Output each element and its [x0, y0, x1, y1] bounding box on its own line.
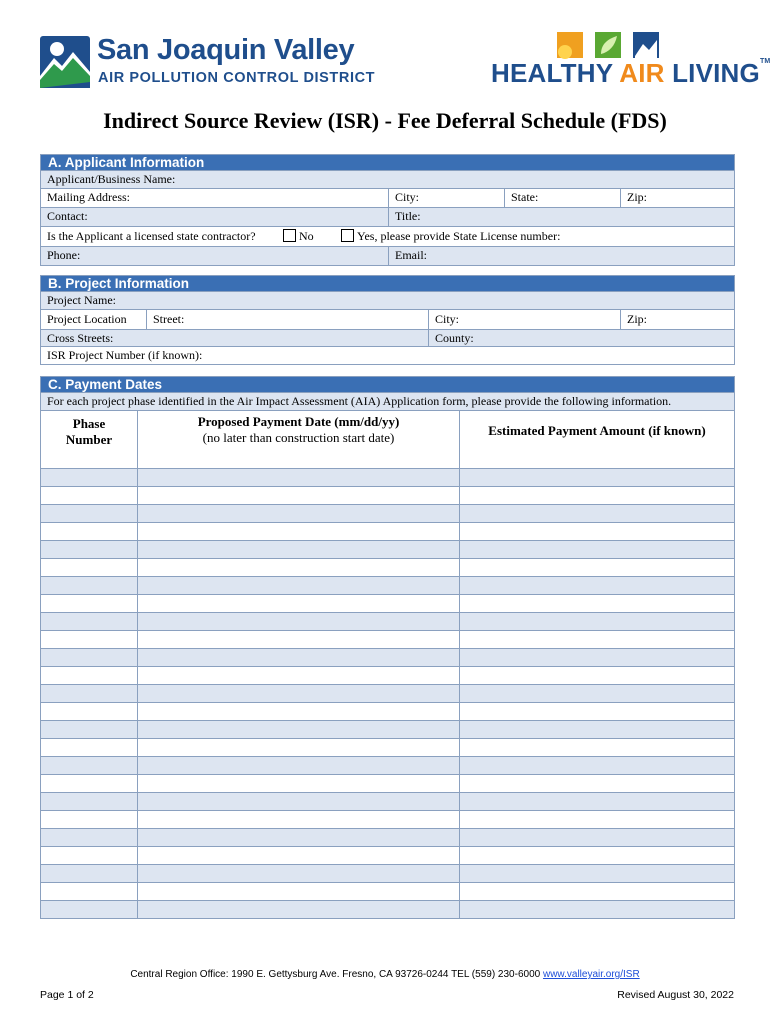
phase-number-cell[interactable]: [41, 667, 137, 684]
mailing-address-label: Mailing Address:: [47, 190, 130, 204]
business-name-label: Applicant/Business Name:: [47, 172, 176, 186]
mailing-address-field[interactable]: [41, 189, 388, 207]
payment-amount-cell[interactable]: [459, 649, 734, 666]
payment-row: [41, 630, 734, 648]
zip-field[interactable]: [620, 189, 734, 207]
page-number: Page 1 of 2: [40, 989, 94, 1001]
phase-number-cell[interactable]: [41, 541, 137, 558]
payment-amount-cell[interactable]: [459, 847, 734, 864]
payment-date-cell[interactable]: [137, 631, 459, 648]
healthy-air-living-icons: [557, 32, 659, 60]
payment-amount-cell[interactable]: [459, 829, 734, 846]
payment-date-cell[interactable]: [137, 775, 459, 792]
cross-streets-field[interactable]: [41, 330, 428, 346]
payment-date-cell[interactable]: [137, 523, 459, 540]
payment-amount-cell[interactable]: [459, 685, 734, 702]
no-label: No: [299, 229, 314, 243]
phase-number-cell[interactable]: [41, 631, 137, 648]
payment-row: [41, 756, 734, 774]
payment-amount-cell[interactable]: [459, 469, 734, 486]
phone-row: [41, 246, 734, 265]
payment-date-cell[interactable]: [137, 649, 459, 666]
phase-header-line2: Number: [65, 432, 113, 447]
payment-date-cell[interactable]: [137, 721, 459, 738]
state-label: State:: [511, 190, 539, 204]
org-name: San Joaquin Valley: [97, 34, 355, 66]
payment-amount-cell[interactable]: [459, 487, 734, 504]
no-checkbox[interactable]: [283, 229, 296, 242]
street-field[interactable]: [146, 310, 428, 329]
payment-amount-cell[interactable]: [459, 739, 734, 756]
contractor-question: Is the Applicant a licensed state contractor?: [47, 229, 256, 243]
title-field[interactable]: [388, 208, 734, 226]
payment-date-cell[interactable]: [137, 901, 459, 918]
date-header-line1: Proposed Payment Date (mm/dd/yy): [197, 414, 400, 429]
payment-date-cell[interactable]: [137, 559, 459, 576]
phase-number-cell[interactable]: [41, 865, 137, 882]
healthy-air-living-logo: [491, 58, 770, 89]
project-name-label: Project Name:: [47, 293, 116, 307]
zip-label: Zip:: [627, 190, 647, 204]
phase-number-cell[interactable]: [41, 685, 137, 702]
payment-row: [41, 684, 734, 702]
payment-row: [41, 846, 734, 864]
phase-header-line1: Phase: [72, 416, 106, 431]
payment-row: [41, 774, 734, 792]
payment-date-cell[interactable]: [137, 487, 459, 504]
payment-date-cell[interactable]: [137, 613, 459, 630]
business-name-row[interactable]: [41, 170, 734, 188]
phase-number-cell[interactable]: [41, 505, 137, 522]
revised-date: Revised August 30, 2022: [617, 989, 734, 1001]
payment-date-cell[interactable]: [137, 865, 459, 882]
contractor-yes-option[interactable]: [335, 227, 635, 246]
payment-row: [41, 810, 734, 828]
phase-number-cell[interactable]: [41, 559, 137, 576]
payment-date-cell[interactable]: [137, 757, 459, 774]
county-field[interactable]: [428, 330, 734, 346]
project-city-label: City:: [435, 312, 460, 326]
payment-row: [41, 540, 734, 558]
phase-number-cell[interactable]: [41, 703, 137, 720]
phase-number-cell[interactable]: [41, 577, 137, 594]
payment-date-cell[interactable]: [137, 595, 459, 612]
phone-label: Phone:: [47, 248, 81, 262]
project-location-label: Project Location: [47, 312, 127, 326]
project-city-field[interactable]: [428, 310, 620, 329]
payment-amount-cell[interactable]: [459, 523, 734, 540]
footer-link[interactable]: www.valleyair.org/ISR: [542, 969, 640, 980]
payment-date-cell[interactable]: [137, 685, 459, 702]
payment-row: [41, 468, 734, 486]
payment-date-cell[interactable]: [137, 541, 459, 558]
payment-amount-cell[interactable]: [459, 811, 734, 828]
payment-amount-cell[interactable]: [459, 865, 734, 882]
project-location-row: [41, 309, 734, 329]
phase-number-cell[interactable]: [41, 757, 137, 774]
payment-date-cell[interactable]: [137, 847, 459, 864]
phase-number-cell[interactable]: [41, 883, 137, 900]
payment-amount-cell[interactable]: [459, 667, 734, 684]
payment-row: [41, 612, 734, 630]
phase-number-cell[interactable]: [41, 721, 137, 738]
payment-row: [41, 792, 734, 810]
hal-air: AIR: [619, 58, 665, 88]
payment-amount-cell[interactable]: [459, 613, 734, 630]
payment-row: [41, 648, 734, 666]
hal-living: LIVING: [664, 58, 760, 88]
phase-number-header: [41, 411, 137, 468]
sjv-mountain-logo: [40, 36, 90, 88]
payment-row: [41, 720, 734, 738]
email-label: Email:: [395, 248, 427, 262]
phase-number-cell[interactable]: [41, 523, 137, 540]
payment-amount-cell[interactable]: [459, 793, 734, 810]
payment-date-cell[interactable]: [137, 577, 459, 594]
payment-row: [41, 576, 734, 594]
payment-row: [41, 486, 734, 504]
payment-date-cell[interactable]: [137, 505, 459, 522]
contractor-row: [41, 226, 734, 246]
payment-row: [41, 504, 734, 522]
payment-amount-cell[interactable]: [459, 757, 734, 774]
payment-amount-cell[interactable]: [459, 595, 734, 612]
phone-field[interactable]: [41, 247, 388, 265]
yes-label: Yes, please provide State License number:: [357, 229, 561, 243]
payment-date-cell[interactable]: [137, 829, 459, 846]
isr-number-row[interactable]: [41, 346, 734, 364]
hal-trademark: TM: [759, 58, 770, 65]
payment-date-cell[interactable]: [137, 811, 459, 828]
contact-label: Contact:: [47, 209, 88, 223]
payment-amount-cell[interactable]: [459, 901, 734, 918]
payment-date-cell[interactable]: [137, 667, 459, 684]
instruction-row: [41, 392, 734, 410]
phase-number-cell[interactable]: [41, 775, 137, 792]
contact-row: [41, 207, 734, 226]
payment-amount-cell[interactable]: [459, 559, 734, 576]
phase-number-cell[interactable]: [41, 469, 137, 486]
phase-number-cell[interactable]: [41, 649, 137, 666]
payment-amount-cell[interactable]: [459, 775, 734, 792]
payment-row: [41, 900, 734, 918]
isr-number-label: ISR Project Number (if known):: [47, 348, 203, 362]
org-subtitle: AIR POLLUTION CONTROL DISTRICT: [98, 70, 376, 86]
payment-amount-cell[interactable]: [459, 505, 734, 522]
phase-number-cell[interactable]: [41, 595, 137, 612]
payment-amount-cell[interactable]: [459, 721, 734, 738]
section-b-heading: B. Project Information: [41, 276, 734, 291]
phase-number-cell[interactable]: [41, 847, 137, 864]
payment-amount-header: Estimated Payment Amount (if known): [459, 411, 734, 468]
title-label: Title:: [395, 209, 421, 223]
city-label: City:: [395, 190, 420, 204]
payment-amount-cell[interactable]: [459, 703, 734, 720]
document-title: Indirect Source Review (ISR) - Fee Deferral Schedule (FDS): [103, 108, 667, 133]
section-a-heading: A. Applicant Information: [41, 155, 734, 170]
section-c-heading: C. Payment Dates: [41, 377, 734, 392]
cross-streets-label: Cross Streets:: [47, 331, 114, 345]
cross-streets-row: [41, 329, 734, 346]
section-payment-dates: [40, 376, 735, 919]
project-name-row[interactable]: [41, 291, 734, 309]
payment-row: [41, 702, 734, 720]
contact-field[interactable]: [41, 208, 388, 226]
phase-number-cell[interactable]: [41, 793, 137, 810]
payment-row: [41, 738, 734, 756]
section-applicant-information: [40, 154, 735, 266]
project-zip-label: Zip:: [627, 312, 647, 326]
phase-number-cell[interactable]: [41, 739, 137, 756]
payment-date-cell[interactable]: [137, 469, 459, 486]
payment-date-cell[interactable]: [137, 793, 459, 810]
payment-date-cell[interactable]: [137, 883, 459, 900]
phase-number-cell[interactable]: [41, 487, 137, 504]
payment-row: [41, 522, 734, 540]
payment-amount-cell[interactable]: [459, 883, 734, 900]
date-header-line2: (no later than construction start date): [202, 430, 395, 445]
payment-table-header: [41, 410, 734, 468]
county-label: County:: [435, 331, 474, 345]
payment-amount-cell[interactable]: [459, 631, 734, 648]
payment-rows: [41, 468, 734, 918]
footer-office-text: Central Region Office: 1990 E. Gettysburg Ave. Fresno, CA 93726-0244 TEL (559) 230-6000: [130, 969, 543, 980]
yes-checkbox[interactable]: [341, 229, 354, 242]
project-zip-field[interactable]: [620, 310, 734, 329]
email-field[interactable]: [388, 247, 734, 265]
payment-date-cell[interactable]: [137, 703, 459, 720]
payment-row: [41, 882, 734, 900]
payment-amount-cell[interactable]: [459, 541, 734, 558]
street-label: Street:: [153, 312, 185, 326]
payment-row: [41, 864, 734, 882]
payment-date-header: [137, 411, 459, 468]
mailing-address-row: [41, 188, 734, 207]
state-field[interactable]: [504, 189, 620, 207]
phase-number-cell[interactable]: [41, 901, 137, 918]
city-field[interactable]: [388, 189, 504, 207]
hal-healthy: HEALTHY: [491, 58, 620, 88]
phase-number-cell[interactable]: [41, 613, 137, 630]
phase-number-cell[interactable]: [41, 811, 137, 828]
payment-row: [41, 828, 734, 846]
payment-row: [41, 558, 734, 576]
footer-office: [0, 969, 770, 980]
section-project-information: [40, 275, 735, 365]
payment-row: [41, 594, 734, 612]
payment-amount-cell[interactable]: [459, 577, 734, 594]
payment-date-cell[interactable]: [137, 739, 459, 756]
phase-number-cell[interactable]: [41, 829, 137, 846]
payment-instruction: For each project phase identified in the Air Impact Assessment (AIA) Application form, please provide the following information.: [47, 394, 672, 408]
payment-row: [41, 666, 734, 684]
